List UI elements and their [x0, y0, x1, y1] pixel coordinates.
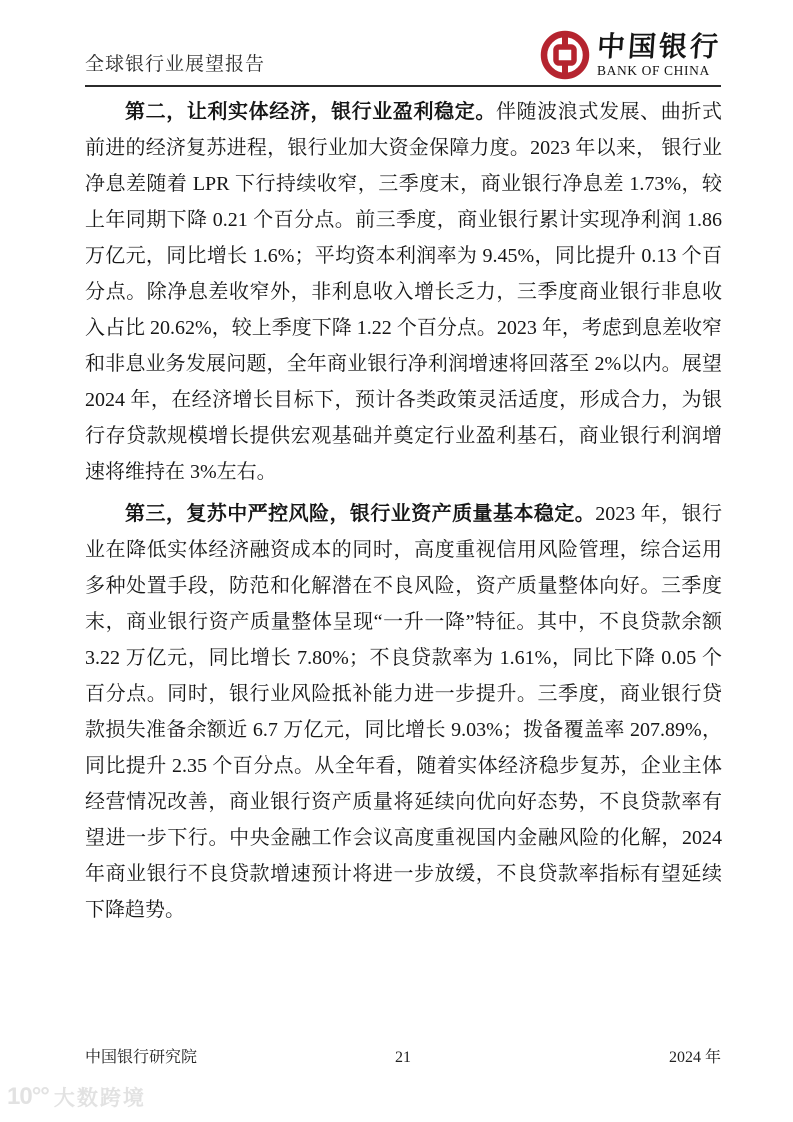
page-footer — [85, 1044, 721, 1067]
watermark — [7, 1082, 146, 1112]
header-divider — [85, 85, 721, 87]
logo-wordmark — [595, 29, 723, 78]
paragraph-third-text: 2023 年，银行业在降低实体经济融资成本的同时，高度重视信用风险管理，综合运用多种处置手段，防范和化解潜在不良风险，资产质量整体向好。三季度末，商业银行资产质量整体呈现“一升一降”特征。其中，不良贷款余额 3.22 万亿元，同比增长 7.80%；不良贷款率为 1.61%，同比下降 0.05 个百分点。同时，银行业风险抵补能力进一步提升。三季度，商业银行贷款损失准备余额近 6.7 万亿元，同比增长 9.03%；拨备覆盖率 207.89%，同比提升 2.35 个百分点。从全年看，随着实体经济稳步复苏，企业主体经营情况改善，商业银行资产质量将延续向优向好态势，不良贷款率有望进一步下行。中央金融工作会议高度重视国内金融风险的化解，2024 年商业银行不良贷款增速预计将进一步放缓，不良贷款率指标有望延续下降趋势。 — [85, 503, 723, 921]
page-header — [85, 22, 721, 80]
footer-institute: 中国银行研究院 — [85, 1049, 198, 1066]
footer-year: 2024 年 — [668, 1049, 721, 1066]
logo-english-name: BANK OF CHINA — [596, 62, 710, 78]
logo-chinese-name: 中国银行 — [595, 29, 723, 63]
document-body — [85, 94, 722, 928]
paragraph-third-lead: 第三，复苏中严控风险，银行业资产质量基本稳定。 — [125, 503, 596, 525]
paragraph-second-lead: 第二，让利实体经济，银行业盈利稳定。 — [125, 101, 496, 123]
watermark-logo-icon: 10°° — [7, 1083, 49, 1110]
bank-of-china-logo — [540, 30, 721, 80]
paragraph-second — [85, 94, 722, 490]
paragraph-third — [85, 496, 722, 928]
watermark-text: 大数跨境 — [53, 1087, 146, 1110]
paragraph-second-text: 伴随波浪式发展、曲折式前进的经济复苏进程，银行业加大资金保障力度。2023 年以来， 银行业净息差随着 LPR 下行持续收窄，三季度末，商业银行净息差 1.73%，较上年同期下降 0.21 个百分点。前三季度，商业银行累计实现净利润 1.86 万亿元，同比增长 1.6%；平均资本利润率为 9.45%，同比提升 0.13 个百分点。除净息差收窄外，非利息收入增长乏力，三季度商业银行非息收入占比 20.62%，较上季度下降 1.22 个百分点。2023 年，考虑到息差收窄和非息业务发展问题，全年商业银行净利润增速将回落至 2%以内。展望 2024 年，在经济增长目标下，预计各类政策灵活适度，形成合力，为银行存贷款规模增长提供宏观基础并奠定行业盈利基石，商业银行利润增速将维持在 3%左右。 — [85, 101, 723, 483]
report-title: 全球银行业展望报告 — [85, 54, 266, 75]
page-number: 21 — [395, 1049, 411, 1066]
boc-coin-emblem-icon — [540, 30, 590, 80]
